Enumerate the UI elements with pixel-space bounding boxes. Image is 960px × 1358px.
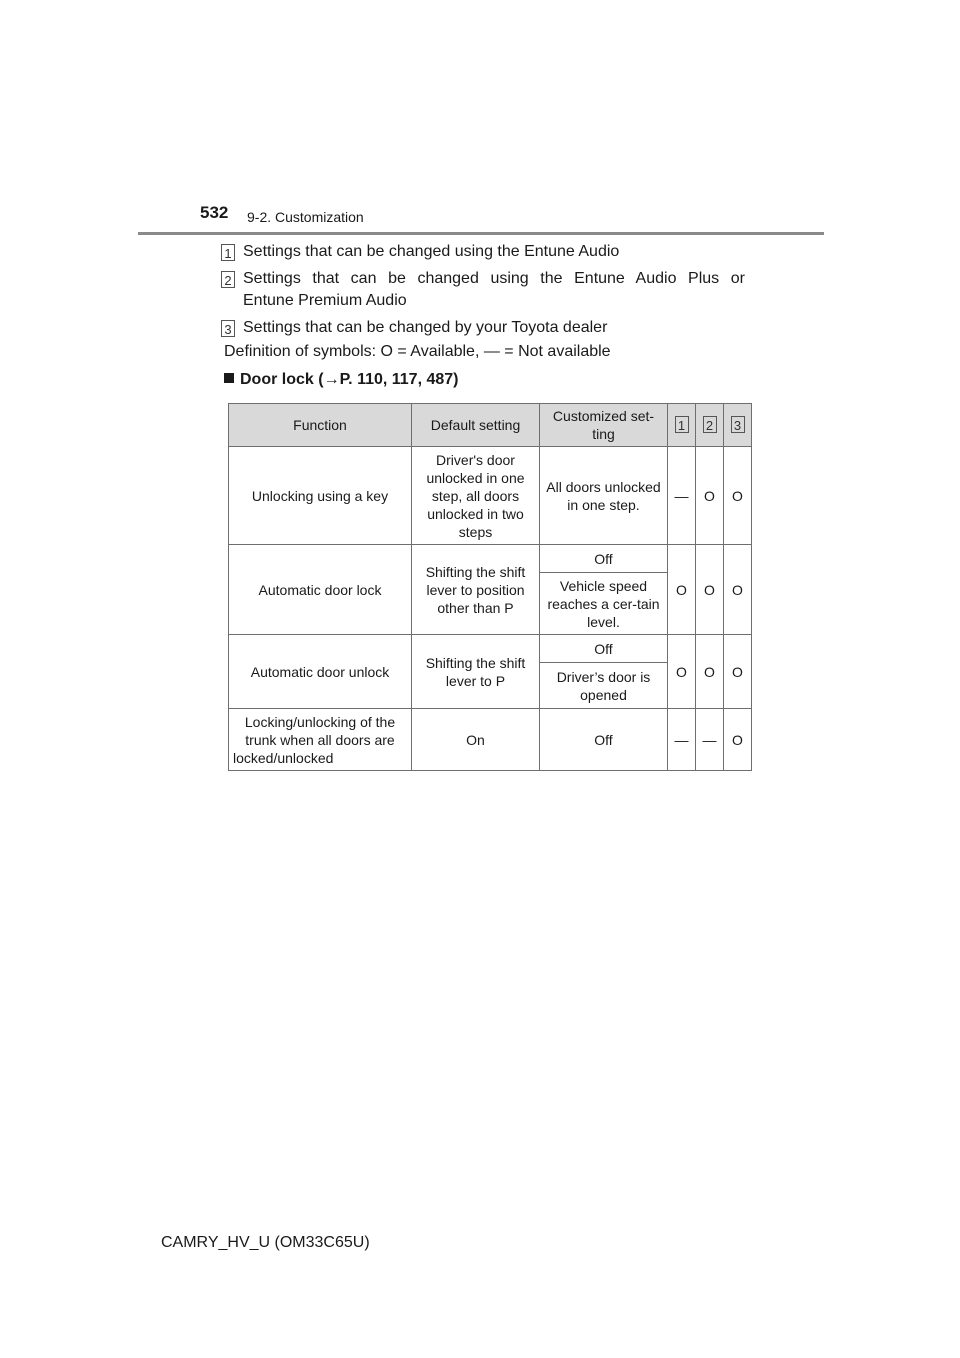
row3-c2: O	[696, 635, 724, 709]
page-number: 532	[200, 203, 229, 222]
row1-function: Unlocking using a key	[229, 447, 412, 545]
row4-c1: —	[668, 709, 696, 771]
row1-c1: —	[668, 447, 696, 545]
row1-c2: O	[696, 447, 724, 545]
row3-c1: O	[668, 635, 696, 709]
legend-text-2-line2: Entune Premium Audio	[243, 292, 407, 309]
legend-number-1: 1	[221, 244, 235, 261]
door-lock-heading-text: Door lock (→P. 110, 117, 487)	[240, 371, 459, 388]
row2-function: Automatic door lock	[229, 545, 412, 635]
symbol-definition: Definition of symbols: O = Available, — = Not available	[224, 343, 611, 360]
row3-function: Automatic door unlock	[229, 635, 412, 709]
row1-c3: O	[724, 447, 752, 545]
row2-custom-a: Off	[540, 545, 668, 573]
header-num-1: 1	[675, 416, 689, 433]
row3-c3: O	[724, 635, 752, 709]
header-col-3	[724, 404, 752, 447]
door-lock-heading	[224, 371, 459, 389]
header-default-setting: Default setting	[412, 404, 540, 447]
row4-custom: Off	[540, 709, 668, 771]
row2-default: Shifting the shift lever to position other than P	[412, 545, 540, 635]
legend-text-2-line1: Settings that can be changed using the Entune Audio Plus or	[243, 270, 745, 287]
header-col-2	[696, 404, 724, 447]
row3-custom-b: Driver’s door is opened	[540, 663, 668, 709]
header-num-2: 2	[703, 416, 717, 433]
row3-custom-a: Off	[540, 635, 668, 663]
legend-number-3: 3	[221, 320, 235, 337]
header-customized-setting: Customized set-ting	[540, 404, 668, 447]
row2-c3: O	[724, 545, 752, 635]
row3-default: Shifting the shift lever to P	[412, 635, 540, 709]
row4-c3: O	[724, 709, 752, 771]
header-num-3: 3	[731, 416, 745, 433]
header-col-1	[668, 404, 696, 447]
page-header	[0, 0, 960, 240]
section-title: 9-2. Customization	[247, 209, 364, 225]
row1-custom: All doors unlocked in one step.	[540, 447, 668, 545]
door-lock-settings-table	[228, 403, 752, 771]
header-divider	[138, 232, 824, 235]
row4-default: On	[412, 709, 540, 771]
legend-text-3: Settings that can be changed by your Toyota dealer	[243, 319, 608, 336]
square-bullet-icon	[224, 373, 234, 383]
legend-text-1: Settings that can be changed using the Entune Audio	[243, 243, 620, 260]
row1-default: Driver's door unlocked in one step, all doors unlocked in two steps	[412, 447, 540, 545]
table-row	[229, 545, 752, 573]
row4-c2: —	[696, 709, 724, 771]
row2-custom-b: Vehicle speed reaches a cer-tain level.	[540, 573, 668, 635]
table-row	[229, 709, 752, 771]
footer-model-code: CAMRY_HV_U (OM33C65U)	[161, 1234, 370, 1251]
table-header-row	[229, 404, 752, 447]
header-function: Function	[229, 404, 412, 447]
legend-number-2: 2	[221, 271, 235, 288]
row4-function: Locking/unlocking of the trunk when all doors are locked/unlocked	[229, 709, 412, 771]
table-row	[229, 635, 752, 663]
table-row	[229, 447, 752, 545]
row2-c2: O	[696, 545, 724, 635]
row2-c1: O	[668, 545, 696, 635]
